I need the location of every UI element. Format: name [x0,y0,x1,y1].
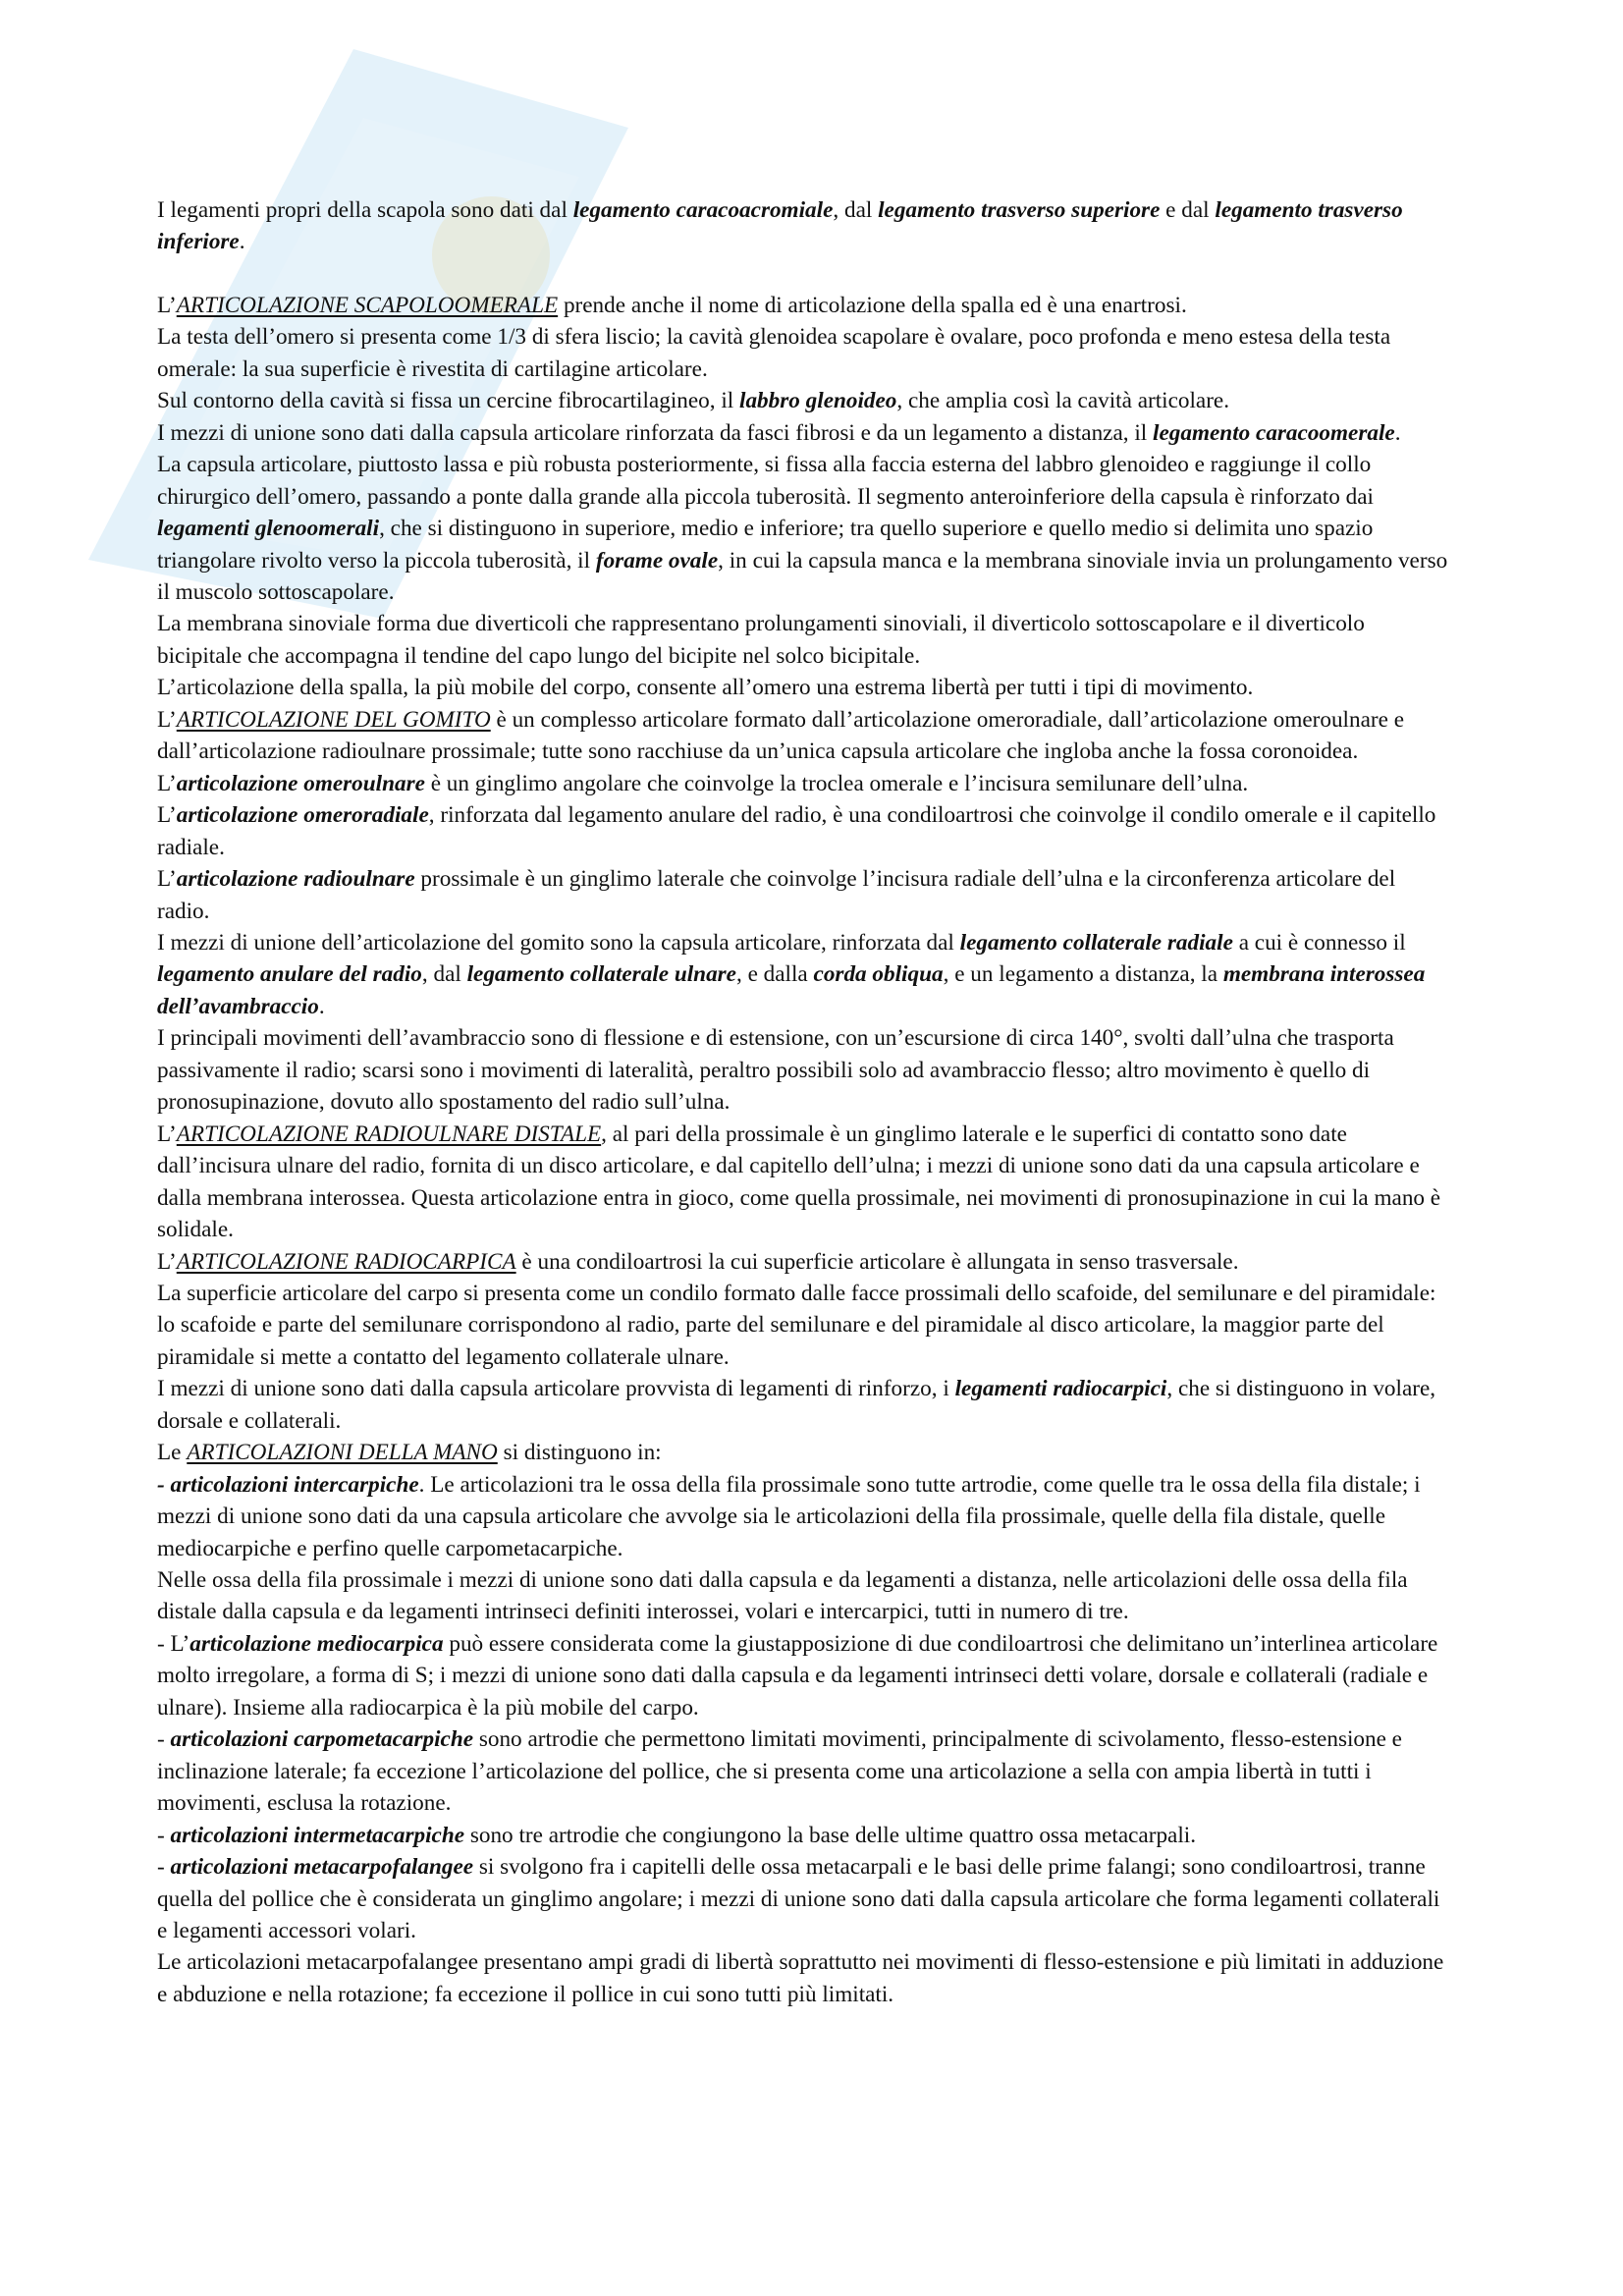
text-run: L’ [157,706,177,733]
text-run: - [157,1854,171,1881]
paragraph [157,1820,1453,1851]
paragraph [157,1469,1453,1564]
section-heading: ARTICOLAZIONE RADIOULNARE DISTALE [176,1121,602,1147]
text-run: La testa dell’omero si presenta come 1/3 di sfera liscio; la cavità glenoidea scapolare è ovalare, poco profonda e meno estesa della testa omerale: la sua superficie è rivestita di cartilagine articolare. [157,324,1391,382]
emphasized-term: legamento collaterale radiale [959,929,1233,956]
text-run: I legamenti propri della scapola sono dati dal [157,197,573,223]
text-run: , rinforzata dal legamento anulare del radio, è una condiloartrosi che coinvolge il condilo omerale e il capitello radiale. [157,802,1436,860]
text-run: I mezzi di unione sono dati dalla capsula articolare rinforzata da fasci fibrosi e da un legamento a distanza, il [157,419,1154,446]
text-run: , che si distinguono in superiore, medio e inferiore; tra quello superiore e quello medio si delimita uno spazio triangolare rivolto verso la piccola tuberosità, il [157,516,1374,574]
paragraph [157,1851,1453,1946]
text-run: I mezzi di unione dell’articolazione del gomito sono la capsula articolare, rinforzata dal [157,929,960,956]
paragraph [157,1564,1453,1628]
emphasized-term: articolazione radioulnare [176,866,415,893]
paragraph [157,1723,1453,1819]
paragraph [157,194,1453,258]
text-run: L’ [157,292,177,318]
emphasized-term: articolazioni metacarpofalangee [170,1854,474,1881]
paragraph [157,608,1453,672]
text-run: , in cui la capsula manca e la membrana sinoviale invia un prolungamento verso il muscolo sottoscapolare. [157,547,1448,605]
emphasized-term: articolazione omeroulnare [176,770,425,796]
text-run: La capsula articolare, piuttosto lassa e più robusta posteriormente, si fissa alla faccia esterna del labbro glenoideo e raggiunge il collo chirurgico dell’omero, passando a ponte dalla grande alla piccola tuberosità. Il segmento anteroinferiore della capsula è rinforzato dai [157,452,1374,510]
text-run: , al pari della prossimale è un ginglimo laterale e le superfici di contatto sono date dall’incisura ulnare del radio, fornita di un disco articolare, e dal capitello dell’ulna; i mezzi di unione sono dati da una capsula articolare e dalla membrana interossea. Questa articolazione entra in gioco, come quella prossimale, nei movimenti di pronosupinazione in cui la mano è solidale. [157,1121,1441,1243]
paragraph [157,1278,1453,1373]
paragraph [157,863,1453,927]
section-heading: ARTICOLAZIONE DEL GOMITO [176,706,491,733]
text-run: Nelle ossa della fila prossimale i mezzi di unione sono dati dalla capsula e da legamenti a distanza, nelle articolazioni delle ossa della fila distale dalla capsula e da legamenti intrinseci definiti interossei, volari e intercarpici, tutti in numero di tre. [157,1567,1408,1625]
emphasized-term: legamento caracoacromiale [572,197,834,223]
paragraph [157,927,1453,1022]
text-run: L’ [157,1248,177,1275]
emphasized-term: articolazioni carpometacarpiche [170,1726,474,1753]
paragraph [157,385,1453,416]
emphasized-term: legamento trasverso inferiore [157,197,1403,255]
emphasized-term: legamento anulare del radio [157,961,422,988]
emphasized-term: articolazione mediocarpica [189,1630,444,1657]
section-heading: ARTICOLAZIONE SCAPOLOOMERALE [176,292,559,318]
text-run: può essere considerata come la giustapposizione di due condiloartrosi che delimitano un’interlinea articolare molto irregolare, a forma di S; i mezzi di unione sono dati dalla capsula e da legamenti intrinseci detti volare, dorsale e collaterali (radiale e ulnare). Insieme alla radiocarpica è la più mobile del carpo. [157,1630,1438,1721]
paragraph [157,417,1453,449]
text-run: , e un legamento a distanza, la [943,961,1223,988]
text-run: è un ginglimo angolare che coinvolge la troclea omerale e l’incisura semilunare dell’ulna. [424,770,1249,796]
paragraph [157,1946,1453,2010]
text-run: L’articolazione della spalla, la più mobile del corpo, consente all’omero una estrema libertà per tutti i tipi di movimento. [157,675,1254,701]
paragraph [157,290,1453,321]
text-run: L’ [157,802,177,829]
paragraph [157,1119,1453,1246]
text-run: . Le articolazioni tra le ossa della fila prossimale sono tutte artrodie, come quelle tra le ossa della fila distale; i mezzi di unione sono dati da una capsula articolare che avvolge sia le articolazioni della fila prossimale, quelle della fila distale, quelle mediocarpiche e perfino quelle carpometacarpiche. [157,1471,1421,1561]
paragraph [157,449,1453,608]
text-run: sono artrodie che permettono limitati movimenti, principalmente di scivolamento, flesso-estensione e inclinazione laterale; fa eccezione l’articolazione del pollice, che si presenta come una articolazione a sella con ampia libertà in tutti i movimenti, esclusa la rotazione. [157,1726,1402,1817]
paragraph [157,321,1453,385]
paragraph [157,672,1453,703]
emphasized-term: legamenti glenoomerali [157,516,380,542]
text-run: La membrana sinoviale forma due diverticoli che rappresentano prolungamenti sinoviali, il diverticolo sottoscapolare e il diverticolo bicipitale che accompagna il tendine del capo lungo del bicipite nel solco bicipitale. [157,611,1365,669]
text-run: . [318,993,325,1019]
emphasized-term: legamento trasverso superiore [878,197,1161,223]
text-run: L’ [157,1121,177,1147]
text-run: Le articolazioni metacarpofalangee presentano ampi gradi di libertà soprattutto nei movimenti di flesso-estensione e più limitati in adduzione e abduzione e nella rotazione; fa eccezione il pollice in cui sono tutti più limitati. [157,1949,1444,2007]
paragraph [157,1022,1453,1118]
paragraph-gap [157,258,1453,290]
emphasized-term: legamento collaterale ulnare [466,961,736,988]
text-run: , che si distinguono in volare, dorsale e collaterali. [157,1376,1436,1434]
text-run: , dal [833,197,879,223]
emphasized-term: labbro glenoideo [739,388,897,414]
paragraph [157,1246,1453,1278]
text-run: La superficie articolare del carpo si presenta come un condilo formato dalle facce prossimali dello scafoide, del semilunare e del piramidale: lo scafoide e parte del semilunare corrispondono al radio, parte del semilunare e del piramidale al disco articolare, la maggior parte del piramidale si mette a contatto del legamento collaterale ulnare. [157,1280,1436,1370]
text-run: . [239,229,245,255]
paragraph [157,799,1453,863]
text-run: , e dalla [735,961,814,988]
emphasized-term: articolazione omeroradiale [176,802,429,829]
section-heading: ARTICOLAZIONI DELLA MANO [187,1440,498,1466]
text-run: è un complesso articolare formato dall’articolazione omeroradiale, dall’articolazione omeroulnare e dall’articolazione radioulnare prossimale; tutte sono racchiuse da un’unica capsula articolare che ingloba anche la fossa coronoidea. [157,706,1404,765]
emphasized-term: articolazioni intermetacarpiche [170,1822,465,1848]
text-run: Sul contorno della cavità si fissa un cercine fibrocartilagineo, il [157,388,740,414]
text-run: - L’ [157,1630,190,1657]
text-run: I principali movimenti dell’avambraccio sono di flessione e di estensione, con un’escursione di circa 140°, svolti dall’ulna che trasporta passivamente il radio; scarsi sono i movimenti di lateralità, peraltro possibili solo ad avambraccio flesso; altro movimento è quello di pronosupinazione, dovuto allo spostamento del radio sull’ulna. [157,1025,1394,1116]
text-run: I mezzi di unione sono dati dalla capsula articolare provvista di legamenti di rinforzo, i [157,1376,955,1402]
text-run: si svolgono fra i capitelli delle ossa metacarpali e le basi delle prime falangi; sono condiloartrosi, tranne quella del pollice che è considerata un ginglimo angolare; i mezzi di unione sono dati dalla capsula articolare che forma legamenti collaterali e legamenti accessori volari. [157,1854,1440,1944]
text-run: - [157,1726,171,1753]
text-run: , dal [421,961,467,988]
text-run: è una condiloartrosi la cui superficie articolare è allungata in senso trasversale. [515,1248,1239,1275]
text-run: sono tre artrodie che congiungono la base delle ultime quattro ossa metacarpali. [464,1822,1197,1848]
text-run: e dal [1160,197,1216,223]
text-run: - [157,1822,171,1848]
text-run: prossimale è un ginglimo laterale che coinvolge l’incisura radiale dell’ulna e la circonferenza articolare del radio. [157,866,1396,924]
text-run: , che amplia così la cavità articolare. [896,388,1230,414]
document-body [157,194,1453,2010]
emphasized-term: legamento caracoomerale [1153,419,1395,446]
text-run: si distinguono in: [497,1440,662,1466]
text-run: Le [157,1440,188,1466]
section-heading: ARTICOLAZIONE RADIOCARPICA [176,1248,516,1275]
text-run: . [1394,419,1401,446]
text-run: a cui è connesso il [1232,929,1406,956]
emphasized-term: - articolazioni intercarpiche [157,1471,419,1498]
paragraph [157,704,1453,768]
text-run: L’ [157,866,177,893]
paragraph [157,1373,1453,1437]
paragraph [157,768,1453,799]
emphasized-term: legamenti radiocarpici [954,1376,1167,1402]
emphasized-term: corda obliqua [813,961,944,988]
emphasized-term: membrana interossea dell’avambraccio [157,961,1426,1019]
paragraph [157,1437,1453,1468]
emphasized-term: forame ovale [595,547,719,574]
paragraph [157,1628,1453,1723]
text-run: L’ [157,770,177,796]
text-run: prende anche il nome di articolazione della spalla ed è una enartrosi. [558,292,1187,318]
